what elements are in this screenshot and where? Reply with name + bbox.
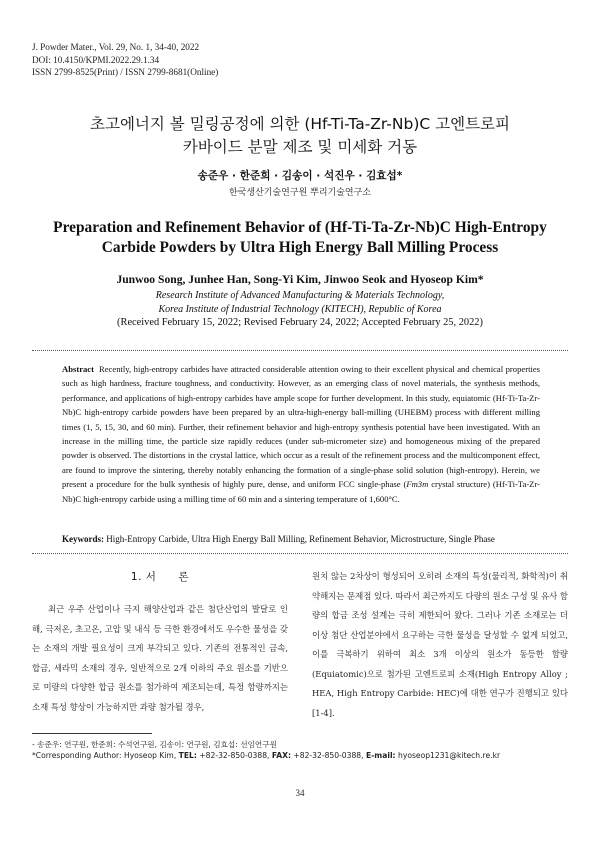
page-number: 34: [295, 788, 305, 798]
journal-doi: DOI: 10.4150/KPMI.2022.29.1.34: [32, 54, 160, 65]
korean-title-line2: 카바이드 분말 제조 및 미세화 거동: [182, 138, 418, 156]
abstract-italic: Fm3m: [406, 479, 429, 490]
korean-title-line1: 초고에너지 볼 밀링공정에 의한 (Hf-Ti-Ta-Zr-Nb)C 고엔트로피: [90, 115, 510, 133]
right-paragraph: 원치 않는 2차상이 형성되어 오히려 소재의 특성(물리적, 화학적)이 취약해지는 문제점 있다. 따라서 최근까지도 다량의 원소 구성 및 유사 함량의 합금 조성 설계는 극히 제한되어 왔다. 그러나 기존 소재로는 더 이상 첨단 산업분야에서 요구하는 극한 물성을 달성할 수 없게 되었고, 이를 극복하기 위하여 최소 3개 이상의 원소가 동등한 함량(Equiatomic)으로 첨가된 고엔트로피 소재(High Entropy Alloy ; HEA, High Entropy Carbide: HEC)에 대한 연구가 진행되고 있다[1-4].: [312, 571, 568, 718]
tel-value: +82-32-850-0388,: [196, 751, 272, 760]
affiliation-line1: Research Institute of Advanced Manufacturing & Materials Technology,: [155, 290, 445, 301]
submission-dates: (Received February 15, 2022; Revised February 24, 2022; Accepted February 25, 2022): [117, 317, 483, 328]
korean-authors: 송준우 · 한준희 · 김송이 · 석진우 · 김효섭*: [197, 170, 403, 182]
affiliation-line2: Korea Institute of Industrial Technology (KITECH), Republic of Korea: [158, 304, 442, 315]
journal-issn: ISSN 2799-8525(Print) / ISSN 2799-8681(Online): [32, 67, 219, 78]
fax-label: FAX:: [271, 751, 291, 760]
section-heading: 1. 서 론: [130, 571, 190, 583]
email-value: hyoseop1231@kitech.re.kr: [395, 751, 501, 760]
korean-title: [0, 113, 600, 159]
english-authors: Junwoo Song, Junhee Han, Song-Yi Kim, Jinwoo Seok and Hyoseop Kim*: [116, 273, 484, 286]
left-paragraph: 최근 우주 산업이나 극지 해양산업과 같은 첨단산업의 발달로 인해, 극저온, 초고온, 고압 및 내식 등 극한 환경에서도 우수한 물성을 갖는 소재의 개발 필요성이 크게 부각되고 있다. 기존의 전통적인 금속, 합금, 세라믹 소재의 경우, 일반적으로 2개 이하의 주요 원소를 기반으로 미량의 다양한 합금 원소를 첨가하여 제조되는데, 특정 함량까지는 소재 특성 향상이 가능하지만 과량 첨가될 경우,: [32, 604, 288, 712]
english-title: [0, 218, 600, 258]
footnote-corresponding: [32, 751, 572, 760]
english-affiliation: [0, 289, 600, 317]
email-label: E-mail:: [365, 751, 396, 760]
journal-citation: J. Powder Mater., Vol. 29, No. 1, 34-40, 2022: [32, 42, 200, 52]
english-title-line2: Carbide Powders by Ultra High Energy Ball Milling Process: [101, 239, 499, 256]
corresponding-prefix: *Corresponding Author: Hyoseop Kim,: [32, 751, 179, 760]
keywords-text: High-Entropy Carbide, Ultra High Energy Ball Milling, Refinement Behavior, Microstructure, Single Phase: [106, 534, 495, 544]
right-column: [312, 567, 568, 723]
abstract-text-end: crystal structure) (Hf-Ti-Ta-Zr-Nb)C high-entropy carbide using a milling time of 60 min and a sintering temperature of 1,600°C.: [62, 479, 540, 504]
tel-label: TEL:: [178, 751, 197, 760]
english-title-line1: Preparation and Refinement Behavior of (Hf-Ti-Ta-Zr-Nb)C High-Entropy: [53, 219, 547, 236]
footnote-rule: [32, 733, 152, 734]
left-column: [32, 567, 288, 717]
keywords-label: Keywords:: [62, 534, 104, 544]
fax-value: +82-32-850-0388,: [290, 751, 366, 760]
keywords: [62, 534, 552, 544]
abstract: [62, 362, 540, 506]
divider-top: [32, 350, 568, 351]
abstract-text: Recently, high-entropy carbides have attracted considerable attention owing to their excellent physical and chemical properties such as high hardness, fracture toughness, and conductivity. However, as an emerging class of novel materials, the synthesis methods, performance, and applications of high-entropy carbides have ample scope for further development. In this study, equiatomic (Hf-Ti-Ta-Zr-Nb)C high-entropy carbide powders have been prepared by an ultra-high-energy ball-milling (UHEBM) process with different milling times (1, 5, 15, 30, and 60 min). Further, their refinement behavior and high-entropy synthesis potential have been investigated. With an increase in the milling time, the particle size rapidly reduces (under sub-micrometer size) and homogeneous mixing of the prepared powder is observed. The distortions in the crystal lattice, which occur as a result of the refinement process and the multicomponent effect, are found to improve the sintering, thereby notably enhancing the formation of a single-phase solid solution (high-entropy). Herein, we present a procedure for the bulk synthesis of highly pure, dense, and uniform FCC single-phase (: [62, 364, 541, 490]
journal-info: [32, 41, 218, 79]
footnote-roles: - 송준우: 연구원, 한준희: 수석연구원, 김송이: 연구원, 김효섭: 선임연구원: [32, 740, 277, 749]
divider-bottom: [32, 553, 568, 554]
korean-affiliation: 한국생산기술연구원 뿌리기술연구소: [229, 188, 371, 198]
abstract-label: Abstract: [62, 364, 94, 374]
